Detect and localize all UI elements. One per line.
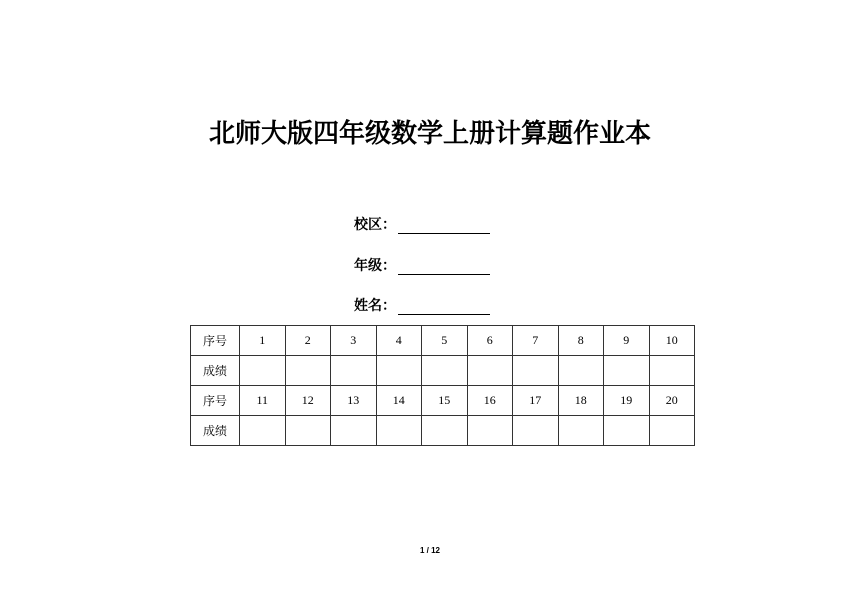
score-cell[interactable]: [285, 356, 331, 386]
index-cell: 8: [558, 326, 604, 356]
name-field: [354, 295, 490, 315]
index-cell: 20: [649, 386, 695, 416]
index-cell: 14: [376, 386, 422, 416]
index-cell: 10: [649, 326, 695, 356]
table-row: [191, 326, 695, 356]
score-cell[interactable]: [422, 416, 468, 446]
score-cell[interactable]: [240, 356, 286, 386]
score-cell[interactable]: [240, 416, 286, 446]
table-row: [191, 416, 695, 446]
index-cell: 1: [240, 326, 286, 356]
row-label: 序号: [191, 326, 240, 356]
score-cell[interactable]: [376, 356, 422, 386]
index-cell: 5: [422, 326, 468, 356]
index-cell: 17: [513, 386, 559, 416]
index-cell: 11: [240, 386, 286, 416]
index-cell: 19: [604, 386, 650, 416]
name-label: 姓名：: [354, 298, 396, 314]
score-table: [190, 325, 695, 446]
index-cell: 4: [376, 326, 422, 356]
index-cell: 2: [285, 326, 331, 356]
index-cell: 16: [467, 386, 513, 416]
score-cell[interactable]: [422, 356, 468, 386]
table-row: [191, 356, 695, 386]
score-cell[interactable]: [558, 416, 604, 446]
score-cell[interactable]: [467, 416, 513, 446]
campus-field: [354, 214, 490, 234]
grade-field: [354, 255, 490, 275]
score-cell[interactable]: [467, 356, 513, 386]
grade-blank-line[interactable]: [398, 258, 490, 275]
score-cell[interactable]: [513, 356, 559, 386]
score-cell[interactable]: [558, 356, 604, 386]
score-cell[interactable]: [331, 356, 377, 386]
campus-label: 校区：: [354, 217, 396, 233]
index-cell: 13: [331, 386, 377, 416]
score-cell[interactable]: [513, 416, 559, 446]
page-number: 1 / 12: [419, 546, 440, 555]
row-label: 成绩: [191, 356, 240, 386]
score-cell[interactable]: [649, 356, 695, 386]
index-cell: 18: [558, 386, 604, 416]
name-blank-line[interactable]: [398, 298, 490, 315]
score-cell[interactable]: [604, 416, 650, 446]
index-cell: 9: [604, 326, 650, 356]
index-cell: 6: [467, 326, 513, 356]
grade-label: 年级：: [354, 258, 396, 274]
score-cell[interactable]: [649, 416, 695, 446]
index-cell: 3: [331, 326, 377, 356]
index-cell: 12: [285, 386, 331, 416]
score-cell[interactable]: [331, 416, 377, 446]
index-cell: 15: [422, 386, 468, 416]
campus-blank-line[interactable]: [398, 217, 490, 234]
row-label: 序号: [191, 386, 240, 416]
index-cell: 7: [513, 326, 559, 356]
row-label: 成绩: [191, 416, 240, 446]
score-cell[interactable]: [285, 416, 331, 446]
score-cell[interactable]: [376, 416, 422, 446]
score-cell[interactable]: [604, 356, 650, 386]
document-title: 北师大版四年级数学上册计算题作业本: [208, 119, 651, 149]
table-row: [191, 386, 695, 416]
